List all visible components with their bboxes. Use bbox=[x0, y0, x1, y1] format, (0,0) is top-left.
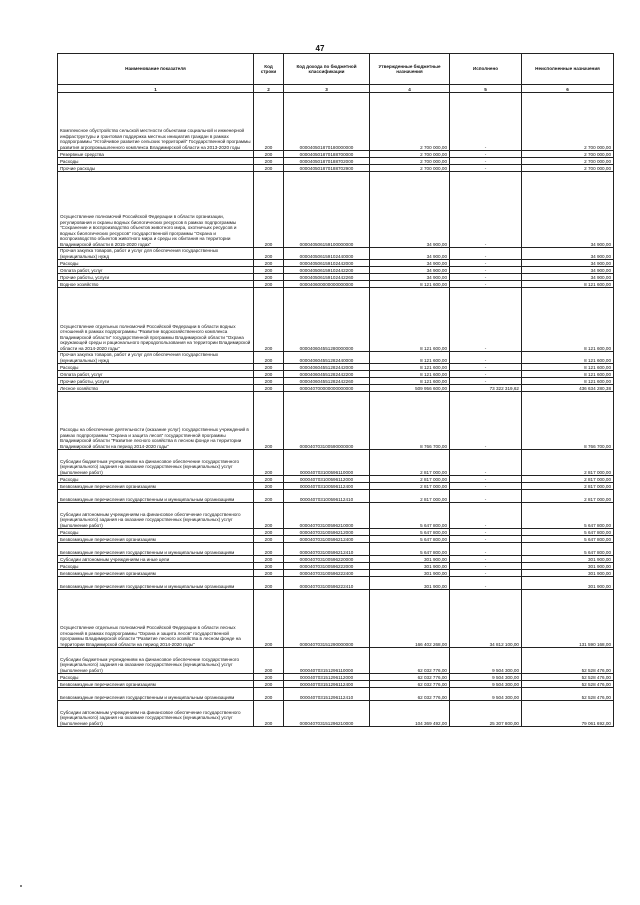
row-line-code: 200 bbox=[254, 570, 284, 577]
row-income-code: 000040703100596110000 bbox=[284, 450, 370, 476]
row-approved: 166 402 268,00 bbox=[370, 590, 450, 648]
row-line-code: 200 bbox=[254, 563, 284, 570]
row-approved: 8 121 600,00 bbox=[370, 364, 450, 371]
row-income-code: 000040703100590000000 bbox=[284, 392, 370, 450]
row-unexecuted: 301 900,00 bbox=[522, 563, 614, 570]
row-approved: 301 900,00 bbox=[370, 556, 450, 563]
row-unexecuted: 8 121 600,00 bbox=[522, 281, 614, 288]
row-income-code: 000040501870188702900 bbox=[284, 165, 370, 172]
row-approved: 2 817 000,00 bbox=[370, 483, 450, 490]
table-row bbox=[58, 688, 614, 701]
row-approved: 301 900,00 bbox=[370, 577, 450, 590]
row-approved: 2 700 000,00 bbox=[370, 158, 450, 165]
table-row bbox=[58, 274, 614, 281]
row-name: Осуществление отдельных полномочий Российской Федерации в области водных отношений в рамках подпрограммы "Развитие водохозяйственного комплекса Владимирской области" государственной программы Владимирской области "Охрана окружающей среды и рационального природопользования на территории Владимирской области на 2014-2020 годы" bbox=[58, 288, 254, 352]
row-executed: - bbox=[450, 274, 522, 281]
row-executed: - bbox=[450, 503, 522, 529]
table-row bbox=[58, 529, 614, 536]
row-line-code: 200 bbox=[254, 165, 284, 172]
row-name: Субсидии автономным учреждениям на иные цели bbox=[58, 556, 254, 563]
row-income-code: 000040703100596112000 bbox=[284, 476, 370, 483]
row-name: Безвозмездные перечисления организациям bbox=[58, 570, 254, 577]
row-name: Водное хозяйство bbox=[58, 281, 254, 288]
row-unexecuted: 5 647 800,00 bbox=[522, 536, 614, 543]
table-row bbox=[58, 158, 614, 165]
table-row bbox=[58, 590, 614, 648]
table-row bbox=[58, 483, 614, 490]
table-row bbox=[58, 674, 614, 681]
row-approved: 34 900,00 bbox=[370, 248, 450, 260]
row-name: Осуществление отдельных полномочий Российской Федерации в области лесных отношений в рамках подпрограммы "Охрана и защита лесов" государственной программы Владимирской области "Развитие лесного хозяйства в лесном фонде на территории Владимирской области на период 2014-2020 годы" bbox=[58, 590, 254, 648]
row-line-code: 200 bbox=[254, 503, 284, 529]
row-income-code: 000040703100596212000 bbox=[284, 529, 370, 536]
table-row bbox=[58, 648, 614, 674]
table-row bbox=[58, 681, 614, 688]
row-unexecuted: 8 121 600,00 bbox=[522, 352, 614, 364]
row-line-code: 200 bbox=[254, 490, 284, 503]
row-executed: - bbox=[450, 172, 522, 248]
row-approved: 2 700 000,00 bbox=[370, 93, 450, 151]
row-name: Расходы bbox=[58, 260, 254, 267]
row-unexecuted: 5 647 800,00 bbox=[522, 503, 614, 529]
row-income-code: 000040501870188702000 bbox=[284, 158, 370, 165]
row-executed: - bbox=[450, 93, 522, 151]
row-unexecuted: 8 766 700,00 bbox=[522, 392, 614, 450]
row-line-code: 200 bbox=[254, 172, 284, 248]
row-approved: 301 900,00 bbox=[370, 570, 450, 577]
row-name: Субсидии бюджетным учреждениям на финансовое обеспечение государственного (муниципального) задания на оказание государственных (муниципальных) услуг (выполнение работ) bbox=[58, 450, 254, 476]
row-executed: 9 504 300,00 bbox=[450, 688, 522, 701]
table-row bbox=[58, 536, 614, 543]
column-number: 5 bbox=[450, 85, 522, 93]
row-name: Прочие расходы bbox=[58, 165, 254, 172]
table-row bbox=[58, 364, 614, 371]
row-line-code: 200 bbox=[254, 281, 284, 288]
row-executed: - bbox=[450, 165, 522, 172]
row-approved: 8 121 600,00 bbox=[370, 288, 450, 352]
row-unexecuted: 79 061 692,00 bbox=[522, 701, 614, 727]
row-unexecuted: 301 900,00 bbox=[522, 556, 614, 563]
row-income-code: 000040604551282442000 bbox=[284, 364, 370, 371]
row-executed: 25 307 800,00 bbox=[450, 701, 522, 727]
row-income-code: 000040703100596210000 bbox=[284, 503, 370, 529]
table-row bbox=[58, 260, 614, 267]
table-row bbox=[58, 563, 614, 570]
row-approved: 2 700 000,00 bbox=[370, 165, 450, 172]
row-line-code: 200 bbox=[254, 392, 284, 450]
row-approved: 34 900,00 bbox=[370, 172, 450, 248]
row-executed: - bbox=[450, 378, 522, 385]
row-income-code: 000040703151296210000 bbox=[284, 701, 370, 727]
table-row bbox=[58, 151, 614, 158]
row-unexecuted: 8 121 600,00 bbox=[522, 288, 614, 352]
row-approved: 62 032 776,00 bbox=[370, 681, 450, 688]
row-income-code: 000040703100596222400 bbox=[284, 570, 370, 577]
row-approved: 2 817 000,00 bbox=[370, 490, 450, 503]
row-income-code: 000040600000000000000 bbox=[284, 281, 370, 288]
row-approved: 34 900,00 bbox=[370, 260, 450, 267]
row-executed: - bbox=[450, 392, 522, 450]
row-income-code: 000040703100596112410 bbox=[284, 490, 370, 503]
row-name: Безвозмездные перечисления организациям bbox=[58, 681, 254, 688]
row-line-code: 200 bbox=[254, 385, 284, 392]
row-name: Расходы bbox=[58, 529, 254, 536]
column-number: 1 bbox=[58, 85, 254, 93]
row-line-code: 200 bbox=[254, 483, 284, 490]
table-row bbox=[58, 503, 614, 529]
table-row bbox=[58, 385, 614, 392]
row-name: Субсидии бюджетным учреждениям на финансовое обеспечение государственного (муниципального) задания на оказание государственных (муниципальных) услуг (выполнение работ) bbox=[58, 648, 254, 674]
row-executed: - bbox=[450, 563, 522, 570]
row-unexecuted: 2 817 000,00 bbox=[522, 483, 614, 490]
row-executed: - bbox=[450, 248, 522, 260]
row-executed: - bbox=[450, 364, 522, 371]
row-unexecuted: 2 817 000,00 bbox=[522, 490, 614, 503]
row-name: Расходы на обеспечение деятельности (оказание услуг) государственных учреждений в рамках подпрограммы "Охрана и защита лесов" государственной программы Владимирской области "Развитие лесного хозяйства в лесном фонде на территории Владимирской области на период 2014-2020 годы" bbox=[58, 392, 254, 450]
row-executed: - bbox=[450, 450, 522, 476]
row-income-code: 000040506159102442000 bbox=[284, 260, 370, 267]
row-line-code: 200 bbox=[254, 151, 284, 158]
row-name: Безвозмездные перечисления государственным и муниципальным организациям bbox=[58, 577, 254, 590]
table-row bbox=[58, 701, 614, 727]
table-row bbox=[58, 476, 614, 483]
header-unexecuted: Неисполненные назначения bbox=[522, 54, 614, 85]
budget-table bbox=[57, 53, 614, 727]
row-executed: - bbox=[450, 267, 522, 274]
row-name: Оплата работ, услуг bbox=[58, 267, 254, 274]
row-unexecuted: 436 634 280,38 bbox=[522, 385, 614, 392]
table-row bbox=[58, 371, 614, 378]
row-name: Оплата работ, услуг bbox=[58, 371, 254, 378]
row-approved: 104 369 492,00 bbox=[370, 701, 450, 727]
table-row bbox=[58, 248, 614, 260]
row-unexecuted: 2 817 000,00 bbox=[522, 476, 614, 483]
row-approved: 34 900,00 bbox=[370, 274, 450, 281]
row-income-code: 000040501870180000000 bbox=[284, 93, 370, 151]
row-executed: - bbox=[450, 570, 522, 577]
row-unexecuted: 5 647 800,00 bbox=[522, 529, 614, 536]
table-row bbox=[58, 288, 614, 352]
row-line-code: 200 bbox=[254, 364, 284, 371]
row-line-code: 200 bbox=[254, 288, 284, 352]
header-row bbox=[58, 54, 614, 85]
row-unexecuted: 34 900,00 bbox=[522, 274, 614, 281]
row-approved: 509 956 600,00 bbox=[370, 385, 450, 392]
row-income-code: 000040703100596222410 bbox=[284, 577, 370, 590]
column-number: 4 bbox=[370, 85, 450, 93]
row-line-code: 200 bbox=[254, 158, 284, 165]
row-income-code: 000040506159100000000 bbox=[284, 172, 370, 248]
row-income-code: 000040703100596212400 bbox=[284, 536, 370, 543]
row-name: Прочая закупка товаров, работ и услуг для обеспечения государственных (муниципальных) нужд bbox=[58, 352, 254, 364]
row-unexecuted: 301 900,00 bbox=[522, 577, 614, 590]
header-indicator-name: Наименование показателя bbox=[58, 54, 254, 85]
row-executed: - bbox=[450, 536, 522, 543]
row-income-code: 000040604551282442200 bbox=[284, 371, 370, 378]
table-row bbox=[58, 392, 614, 450]
row-line-code: 200 bbox=[254, 556, 284, 563]
row-unexecuted: 52 528 476,00 bbox=[522, 688, 614, 701]
row-name: Расходы bbox=[58, 476, 254, 483]
row-executed: 73 322 319,62 bbox=[450, 385, 522, 392]
table-row bbox=[58, 172, 614, 248]
column-number: 2 bbox=[254, 85, 284, 93]
row-income-code: 000040604551280000000 bbox=[284, 288, 370, 352]
row-line-code: 200 bbox=[254, 476, 284, 483]
row-approved: 2 817 000,00 bbox=[370, 450, 450, 476]
row-line-code: 200 bbox=[254, 681, 284, 688]
row-unexecuted: 2 700 000,00 bbox=[522, 151, 614, 158]
row-approved: 8 121 600,00 bbox=[370, 371, 450, 378]
row-executed: 34 812 100,00 bbox=[450, 590, 522, 648]
row-executed: - bbox=[450, 260, 522, 267]
row-approved: 8 121 600,00 bbox=[370, 352, 450, 364]
row-unexecuted: 52 528 476,00 bbox=[522, 681, 614, 688]
row-executed: - bbox=[450, 543, 522, 556]
row-income-code: 000040703100596220000 bbox=[284, 556, 370, 563]
row-approved: 8 121 600,00 bbox=[370, 378, 450, 385]
row-income-code: 000040703151296112410 bbox=[284, 688, 370, 701]
row-name: Безвозмездные перечисления организациям bbox=[58, 483, 254, 490]
row-name: Прочие работы, услуги bbox=[58, 274, 254, 281]
table-row bbox=[58, 267, 614, 274]
row-unexecuted: 8 121 600,00 bbox=[522, 378, 614, 385]
row-name: Субсидии автономным учреждениям на финансовое обеспечение государственного (муниципального) задания на оказание государственных (муниципальных) услуг (выполнение работ) bbox=[58, 701, 254, 727]
table-row bbox=[58, 165, 614, 172]
row-name: Осуществление полномочий Российской Федерации в области организации, регулирования и охраны водных биологических ресурсов в рамках подпрограммы "Сохранение и воспроизводство объектов животного мира, охотничьих ресурсов и водных биологических ресурсов" государственной программы "Охрана и воспроизводство объектов животного мира и среды их обитания на территории Владимирской области в 2015-2020 годах" bbox=[58, 172, 254, 248]
row-income-code: 000040506159102440000 bbox=[284, 248, 370, 260]
row-income-code: 000040703100596112400 bbox=[284, 483, 370, 490]
row-approved: 5 647 800,00 bbox=[370, 536, 450, 543]
row-executed: - bbox=[450, 352, 522, 364]
row-unexecuted: 8 121 600,00 bbox=[522, 371, 614, 378]
column-number: 6 bbox=[522, 85, 614, 93]
row-approved: 62 032 776,00 bbox=[370, 688, 450, 701]
row-approved: 5 647 800,00 bbox=[370, 529, 450, 536]
row-approved: 2 817 000,00 bbox=[370, 476, 450, 483]
row-line-code: 200 bbox=[254, 577, 284, 590]
row-approved: 34 900,00 bbox=[370, 267, 450, 274]
row-unexecuted: 34 900,00 bbox=[522, 267, 614, 274]
row-approved: 62 032 776,00 bbox=[370, 674, 450, 681]
row-line-code: 200 bbox=[254, 93, 284, 151]
row-executed: - bbox=[450, 577, 522, 590]
row-approved: 62 032 776,00 bbox=[370, 648, 450, 674]
row-line-code: 200 bbox=[254, 260, 284, 267]
row-unexecuted: 52 528 476,00 bbox=[522, 648, 614, 674]
row-line-code: 200 bbox=[254, 248, 284, 260]
row-executed: - bbox=[450, 529, 522, 536]
row-unexecuted: 5 647 800,00 bbox=[522, 543, 614, 556]
row-executed: - bbox=[450, 490, 522, 503]
row-executed: - bbox=[450, 483, 522, 490]
row-unexecuted: 8 121 600,00 bbox=[522, 364, 614, 371]
row-unexecuted: 2 700 000,00 bbox=[522, 165, 614, 172]
header-line-code: Код строки bbox=[254, 54, 284, 85]
row-approved: 8 121 600,00 bbox=[370, 281, 450, 288]
row-income-code: 000040700000000000000 bbox=[284, 385, 370, 392]
row-name: Лесное хозяйство bbox=[58, 385, 254, 392]
row-name: Безвозмездные перечисления государственным и муниципальным организациям bbox=[58, 490, 254, 503]
row-line-code: 200 bbox=[254, 536, 284, 543]
row-line-code: 200 bbox=[254, 450, 284, 476]
row-name: Субсидии автономным учреждениям на финансовое обеспечение государственного (муниципального) задания на оказание государственных (муниципальных) услуг (выполнение работ) bbox=[58, 503, 254, 529]
row-executed: - bbox=[450, 281, 522, 288]
table-row bbox=[58, 93, 614, 151]
row-line-code: 200 bbox=[254, 371, 284, 378]
row-name: Резервные средства bbox=[58, 151, 254, 158]
row-name: Прочие работы, услуги bbox=[58, 378, 254, 385]
table-row bbox=[58, 378, 614, 385]
table-row bbox=[58, 543, 614, 556]
row-income-code: 000040506159102442260 bbox=[284, 274, 370, 281]
row-income-code: 000040703151290000000 bbox=[284, 590, 370, 648]
row-approved: 5 647 800,00 bbox=[370, 503, 450, 529]
table-body bbox=[58, 93, 614, 727]
column-number-row bbox=[58, 85, 614, 93]
row-executed: - bbox=[450, 476, 522, 483]
row-name: Расходы bbox=[58, 364, 254, 371]
row-executed: 9 504 300,00 bbox=[450, 674, 522, 681]
row-name: Прочая закупка товаров, работ и услуг для обеспечения государственных (муниципальных) нужд bbox=[58, 248, 254, 260]
row-executed: - bbox=[450, 371, 522, 378]
page-number: 47 bbox=[315, 44, 325, 53]
row-name: Комплексное обустройство сельской местности объектами социальной и инженерной инфраструктуры и грантовая поддержка местных инициатив граждан в рамках подпрограммы "Устойчивое развитие сельских территорий" Государственной программы развития агропромышленного комплекса Владимирской области на 2013-2020 годы bbox=[58, 93, 254, 151]
row-income-code: 000040703100596222000 bbox=[284, 563, 370, 570]
scan-speck bbox=[20, 885, 22, 887]
row-unexecuted: 2 700 000,00 bbox=[522, 93, 614, 151]
row-line-code: 200 bbox=[254, 701, 284, 727]
row-line-code: 200 bbox=[254, 688, 284, 701]
header-executed: Исполнено bbox=[450, 54, 522, 85]
row-executed: 9 504 300,00 bbox=[450, 681, 522, 688]
row-unexecuted: 2 700 000,00 bbox=[522, 158, 614, 165]
row-approved: 2 700 000,00 bbox=[370, 151, 450, 158]
row-line-code: 200 bbox=[254, 274, 284, 281]
row-line-code: 200 bbox=[254, 590, 284, 648]
table-row bbox=[58, 281, 614, 288]
row-unexecuted: 301 900,00 bbox=[522, 570, 614, 577]
header-income-code: Код дохода по бюджетной классификации bbox=[284, 54, 370, 85]
row-unexecuted: 2 817 000,00 bbox=[522, 450, 614, 476]
table-row bbox=[58, 556, 614, 563]
row-line-code: 200 bbox=[254, 267, 284, 274]
row-income-code: 000040703151296112400 bbox=[284, 681, 370, 688]
row-name: Расходы bbox=[58, 674, 254, 681]
row-unexecuted: 131 590 168,00 bbox=[522, 590, 614, 648]
row-income-code: 000040604551282442260 bbox=[284, 378, 370, 385]
row-executed: - bbox=[450, 556, 522, 563]
column-number: 3 bbox=[284, 85, 370, 93]
row-unexecuted: 34 900,00 bbox=[522, 248, 614, 260]
table-row bbox=[58, 352, 614, 364]
row-unexecuted: 52 528 476,00 bbox=[522, 674, 614, 681]
row-income-code: 000040501870188700000 bbox=[284, 151, 370, 158]
row-name: Безвозмездные перечисления государственным и муниципальным организациям bbox=[58, 543, 254, 556]
row-income-code: 000040703100596212410 bbox=[284, 543, 370, 556]
row-line-code: 200 bbox=[254, 352, 284, 364]
row-line-code: 200 bbox=[254, 674, 284, 681]
row-approved: 301 900,00 bbox=[370, 563, 450, 570]
table-row bbox=[58, 490, 614, 503]
row-line-code: 200 bbox=[254, 543, 284, 556]
row-name: Безвозмездные перечисления организациям bbox=[58, 536, 254, 543]
row-line-code: 200 bbox=[254, 378, 284, 385]
row-unexecuted: 34 900,00 bbox=[522, 172, 614, 248]
row-name: Безвозмездные перечисления государственным и муниципальным организациям bbox=[58, 688, 254, 701]
row-line-code: 200 bbox=[254, 648, 284, 674]
row-approved: 8 766 700,00 bbox=[370, 392, 450, 450]
row-approved: 5 647 800,00 bbox=[370, 543, 450, 556]
row-executed: - bbox=[450, 288, 522, 352]
row-unexecuted: 34 900,00 bbox=[522, 260, 614, 267]
row-income-code: 000040703151296112000 bbox=[284, 674, 370, 681]
row-executed: - bbox=[450, 151, 522, 158]
row-name: Расходы bbox=[58, 563, 254, 570]
header-approved: Утвержденные бюджетные назначения bbox=[370, 54, 450, 85]
row-name: Расходы bbox=[58, 158, 254, 165]
row-income-code: 000040703151296110000 bbox=[284, 648, 370, 674]
row-executed: - bbox=[450, 158, 522, 165]
row-line-code: 200 bbox=[254, 529, 284, 536]
row-income-code: 000040506159102442200 bbox=[284, 267, 370, 274]
table-row bbox=[58, 570, 614, 577]
table-row bbox=[58, 577, 614, 590]
table-row bbox=[58, 450, 614, 476]
row-executed: 9 504 300,00 bbox=[450, 648, 522, 674]
row-income-code: 000040604551282440000 bbox=[284, 352, 370, 364]
